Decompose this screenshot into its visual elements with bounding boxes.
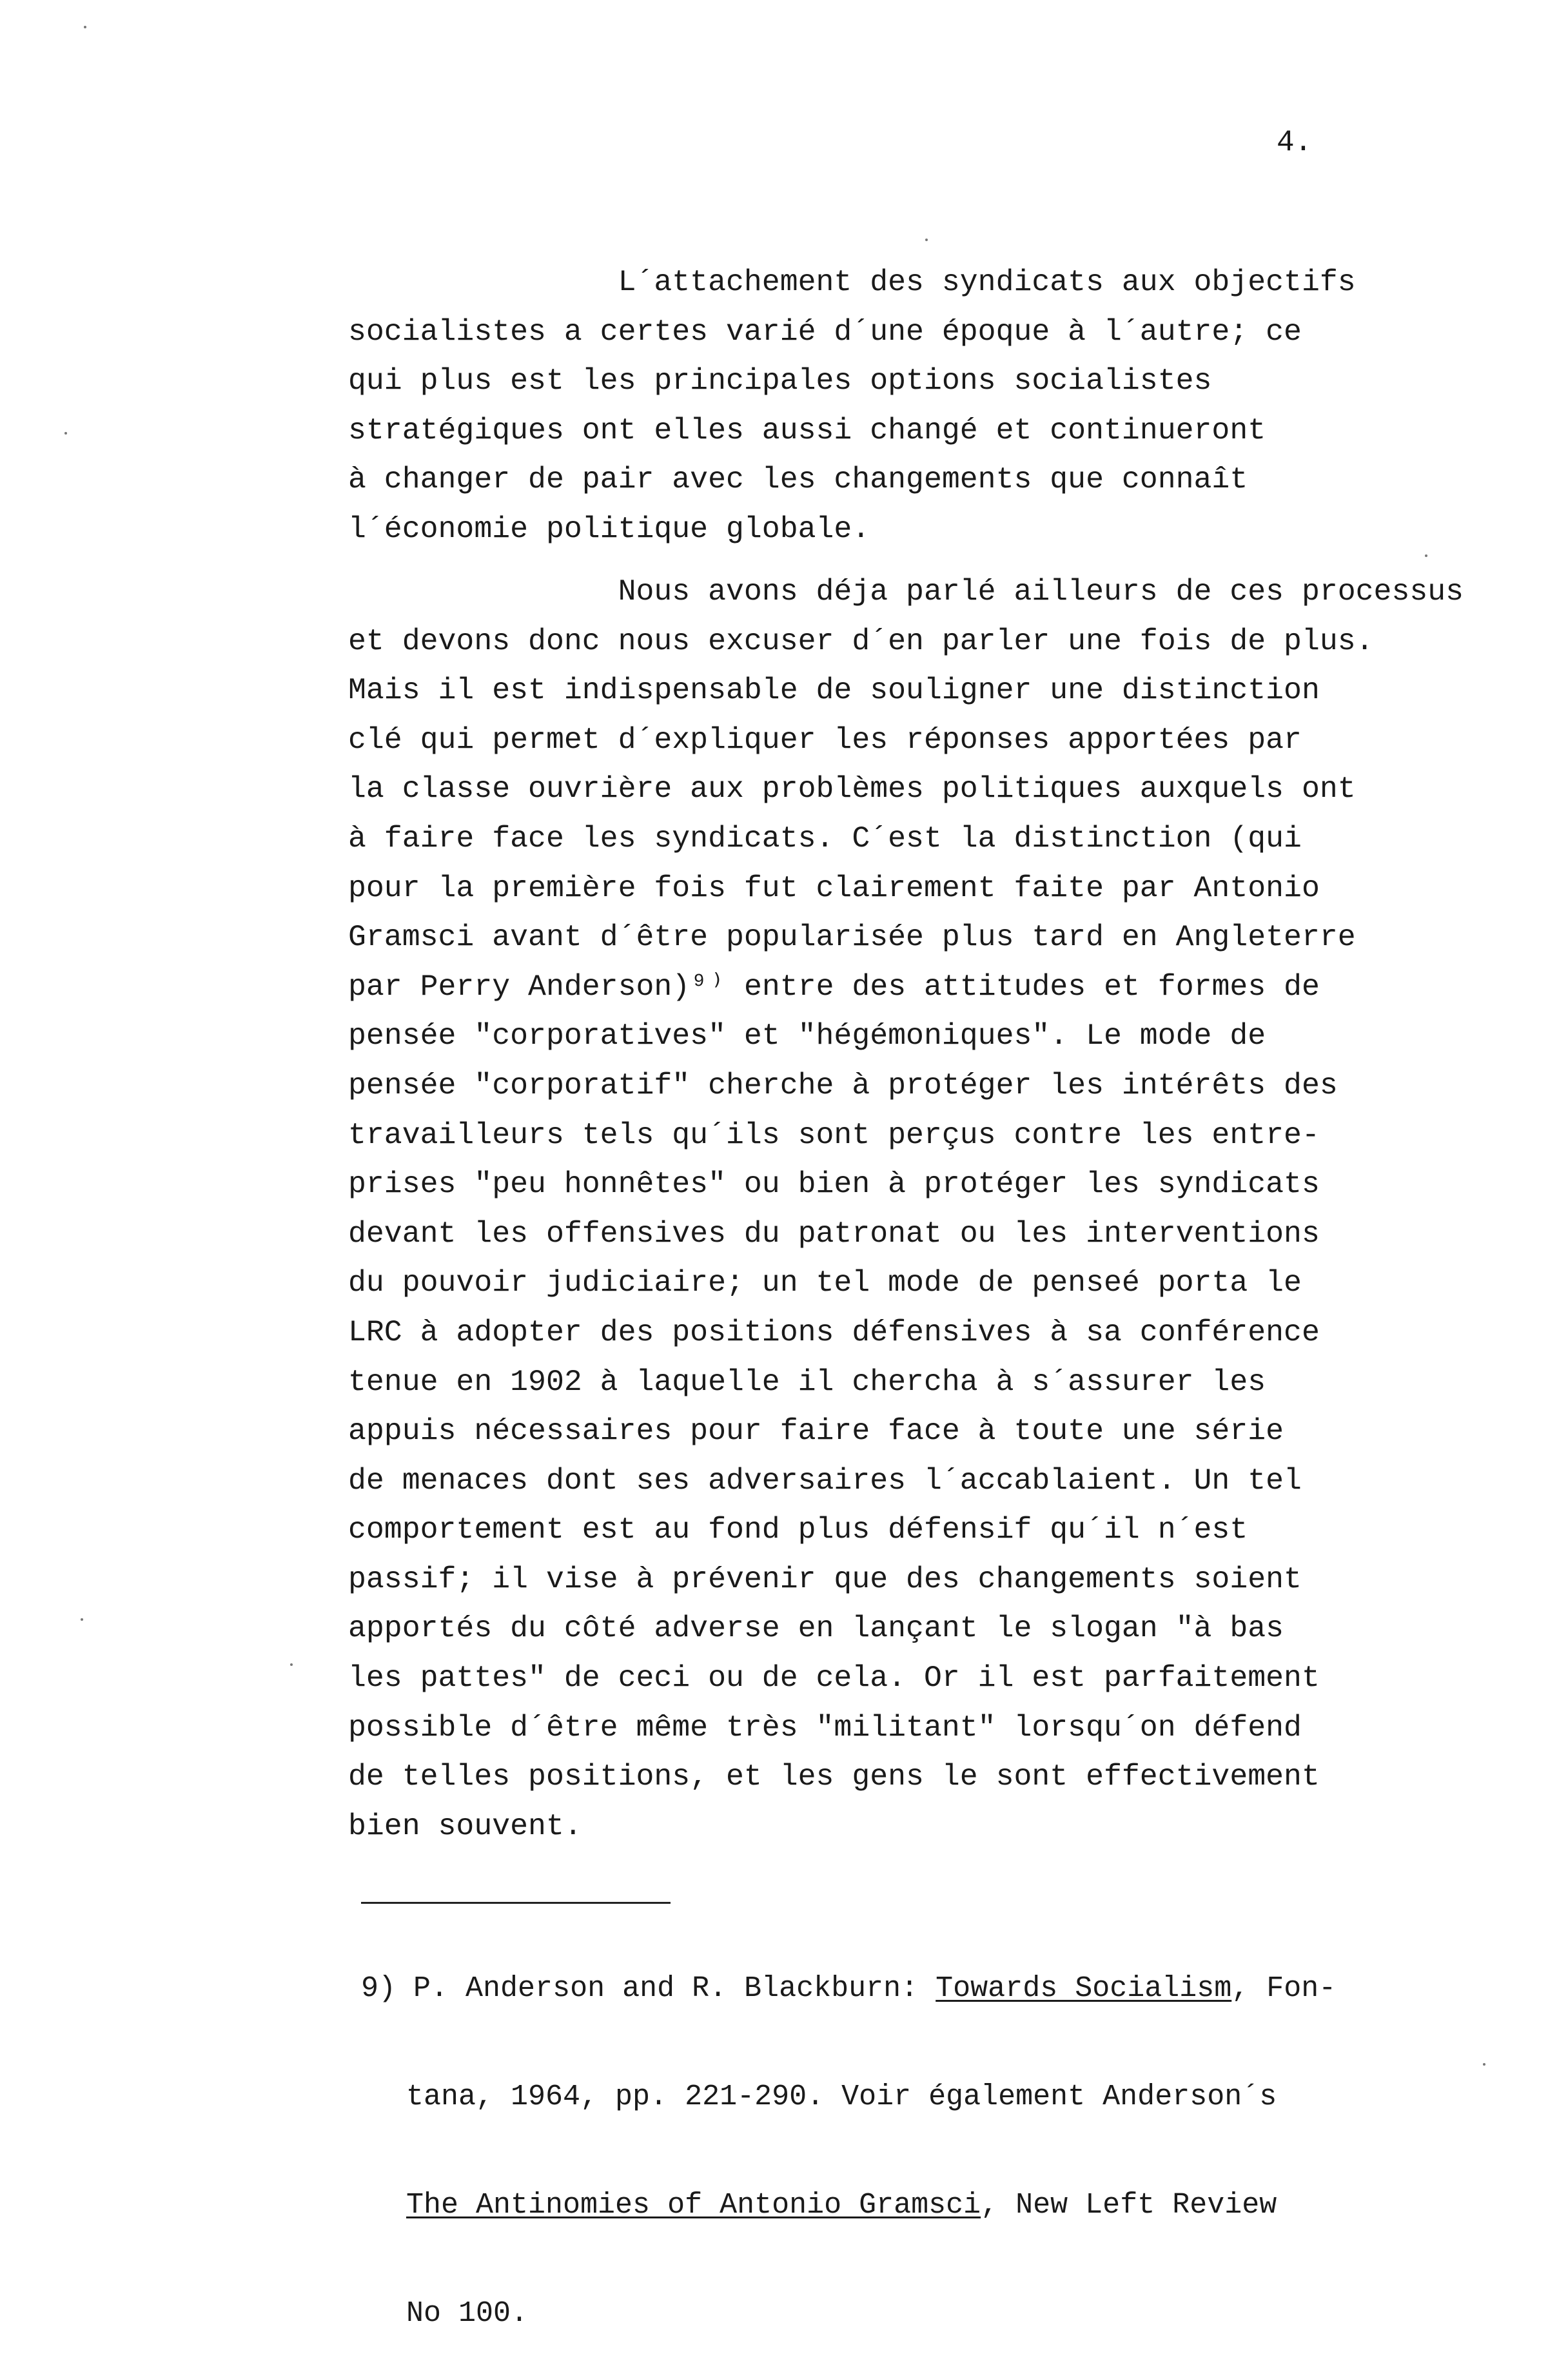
footnote	[361, 1899, 1483, 2368]
footnote-line-4: No 100.	[406, 2297, 529, 2330]
paragraph-2: Nous avons déja parlé ailleurs de ces processus et devons donc nous excuser d´en parler une fois de plus. Mais il est indispensable de souligner une distinction clé qui permet d´expliquer les réponses apportées par la classe ouvrière aux problèmes politiques auxquels ont à faire face les syndicats. C´est la distinction (qui pour la première fois fut clairement faite par Antonio Gramsci avant d´être popularisée plus tard en Angleterre par Perry Anderson)⁹⁾ entre des attitudes et formes de pensée "corporatives" et "hégémoniques". Le mode de pensée "corporatif" cherche à protéger les intérêts des travailleurs tels qu´ils sont perçus contre les entre- prises "peu honnêtes" ou bien à protéger les syndicats devant les offensives du patronat ou les interventions du pouvoir judiciaire; un tel mode de penseé porta le LRC à adopter des positions défensives à sa conférence tenue en 1902 à laquelle il chercha à s´assurer les appuis nécessaires pour faire face à toute une série de menaces dont ses adversaires l´accablaient. Un tel comportement est au fond plus défensif qu´il n´est passif; il vise à prévenir que des changements soient apportés du côté adverse en lançant le slogan "à bas les pattes" de ceci ou de cela. Or il est parfaitement possible d´être même très "militant" lorsqu´on défend de telles positions, et les gens le sont effectivement bien souvent.	[348, 574, 1464, 1843]
footnote-line-2: tana, 1964, pp. 221-290. Voir également Anderson´s	[406, 2080, 1277, 2113]
page-number: 4.	[1277, 126, 1313, 159]
footnote-marker: 9)	[361, 1972, 397, 2005]
footnote-line-1	[361, 1971, 1483, 2007]
footnote-after-title-2: , New Left Review	[981, 2189, 1277, 2222]
scan-speck	[925, 239, 928, 241]
footnote-after-title-1: , Fon-	[1231, 1972, 1337, 2005]
footnote-authors: P. Anderson and R. Blackburn:	[413, 1972, 936, 2005]
scan-speck	[84, 26, 86, 28]
scan-speck	[1425, 554, 1427, 557]
footnote-title-towards-socialism: Towards Socialism	[936, 1972, 1232, 2005]
footnote-title-antinomies: The Antinomies of Antonio Gramsci	[406, 2189, 981, 2222]
paragraph-1: L´attachement des syndicats aux objectifs socialistes a certes varié d´une époque à l´autre; ce qui plus est les principales options socialistes stratégiques ont elles aussi changé et continueront à changer de pair avec les changements que connaît l´économie politique globale.	[348, 265, 1356, 546]
footnote-line-3	[361, 2187, 1483, 2224]
scan-speck	[1483, 2063, 1485, 2066]
scan-speck	[290, 1663, 293, 1666]
scan-speck	[64, 432, 67, 435]
scan-speck	[81, 1618, 83, 1621]
